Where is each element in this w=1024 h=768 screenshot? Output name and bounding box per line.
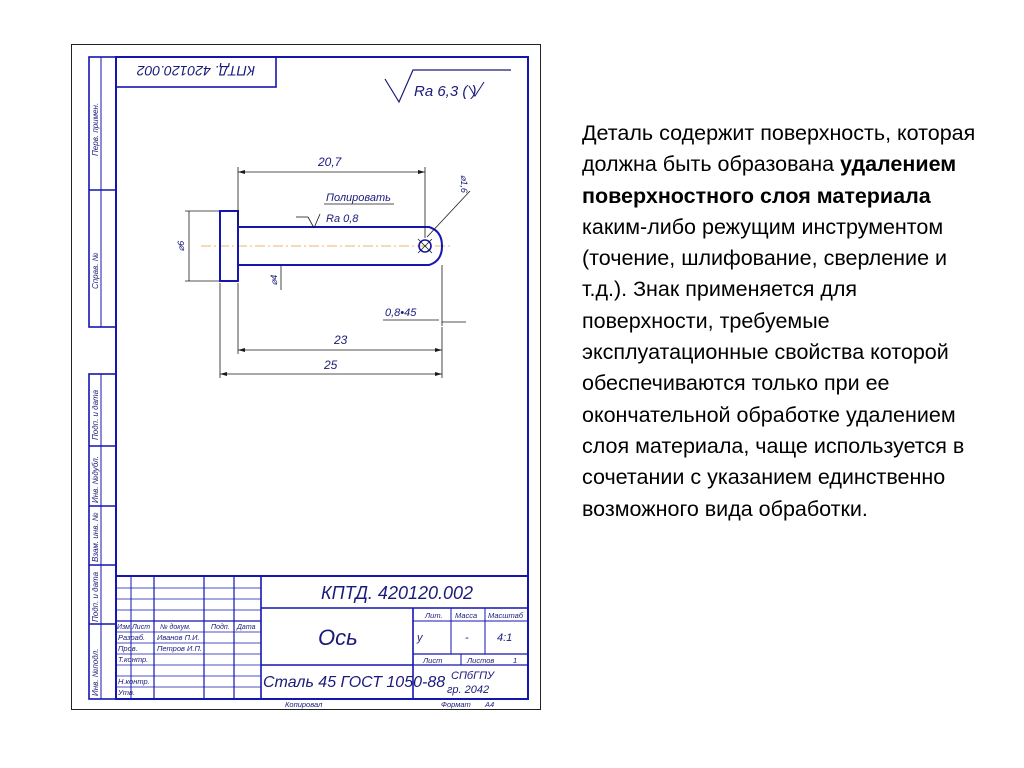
margin-label-podp1: Подп. и дата: [91, 389, 100, 440]
engineering-drawing: [71, 44, 541, 710]
role-nkontr: Н.контр.: [118, 677, 150, 686]
dim-chamfer: 0,8•45: [385, 307, 417, 319]
role-prov: Пров.: [118, 644, 138, 653]
copied-label: Копировал: [285, 700, 323, 709]
role-razrab: Разраб.: [118, 633, 146, 642]
title-doc-code: КПТД. 420120.002: [321, 583, 474, 603]
sheet-label: Лист: [423, 656, 443, 665]
role-tkontr: Т.контр.: [118, 655, 149, 664]
col-list: Лист: [132, 624, 151, 631]
title-org: СПбГПУ: [451, 670, 495, 682]
margin-label-sprav: Справ. №: [91, 252, 100, 289]
col-podp: Подп.: [211, 624, 230, 631]
col-dokum: № докум.: [160, 624, 191, 631]
col-izm: Изм.: [117, 624, 132, 631]
lit-label: Лит.: [425, 611, 443, 620]
dim-20-7: 20,7: [318, 155, 342, 169]
description-part2: каким-либо режущим инструментом (точение, шлифование, сверление и т.д.). Знак применяется для поверхности, требуемые эксплуатационные свойства которой обеспечиваются только при ее окончательной обработке удалением слоя материала, чаще используется в сочетании с указанием единственно возможного вида обработки.: [582, 214, 965, 521]
lit-value: у: [417, 632, 423, 644]
format-value: А4: [485, 700, 495, 709]
description-bold: удалением поверхностного слоя материала: [582, 152, 957, 208]
sheets-value: 1: [513, 656, 518, 665]
margin-label-podp2: Подп. и дата: [91, 571, 100, 622]
scale-label: Масштаб: [488, 611, 524, 620]
mass-value: -: [465, 632, 469, 644]
margin-label-vzam: Взам. инв. №: [91, 512, 100, 562]
sheets-label: Листов: [467, 656, 495, 665]
role-utv: Утв.: [118, 688, 136, 697]
description-part1: Деталь содержит поверхность, которая должна быть образована: [582, 121, 976, 177]
dim-25: 25: [324, 358, 338, 372]
name-prov: Петров И.П.: [157, 644, 202, 653]
dim-diam-head: ⌀6: [176, 240, 186, 252]
polish-ra: Ra 0,8: [326, 213, 359, 225]
dim-23: 23: [334, 333, 348, 347]
scale-value: 4:1: [497, 632, 513, 644]
margin-label-perv: Перв. примен.: [91, 102, 100, 156]
margin-label-podl: Инв. №подл.: [91, 648, 100, 696]
dim-hole: ⌀1,6: [459, 175, 469, 193]
svg-text:Ra 6,3 ( ): Ra 6,3 ( ): [414, 83, 477, 100]
title-group: гр. 2042: [447, 684, 490, 696]
doc-code-rotated: КПТД. 420120.002: [136, 63, 256, 79]
mass-label: Масса: [455, 611, 478, 620]
dim-diam-shaft: ⌀4: [269, 274, 279, 286]
name-razrab: Иванов П.И.: [157, 633, 200, 642]
polish-note: Полировать: [326, 192, 391, 204]
description-text: [582, 118, 982, 525]
title-material: Сталь 45 ГОСТ 1050-88: [263, 674, 446, 691]
title-part-name: Ось: [318, 625, 358, 650]
margin-label-dubl: Инв. №дубл.: [91, 456, 100, 503]
col-data: Дата: [237, 624, 256, 631]
format-label: Формат: [441, 700, 471, 709]
